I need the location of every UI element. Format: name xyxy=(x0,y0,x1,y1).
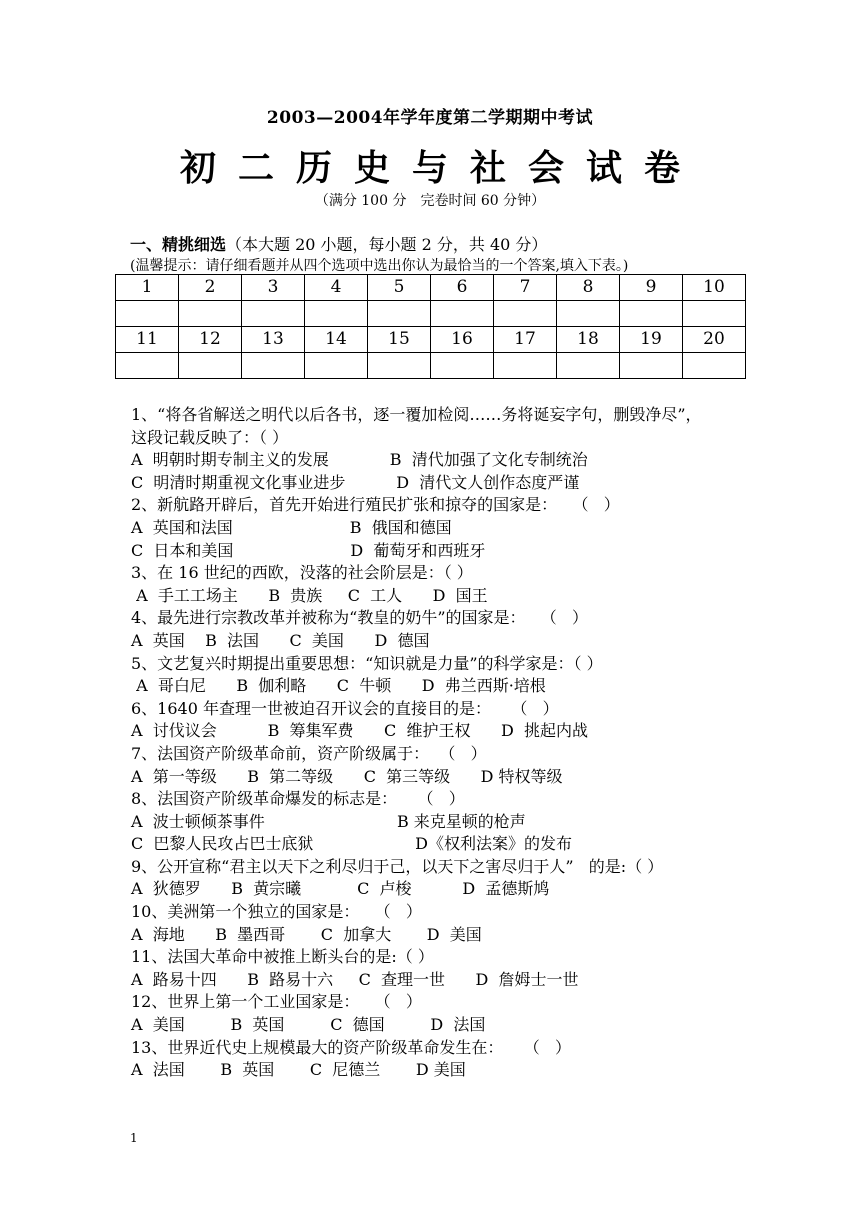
question-number-cell: 8 xyxy=(557,275,620,301)
question-number-cell: 10 xyxy=(683,275,746,301)
question-number-cell: 19 xyxy=(620,327,683,353)
section-title: 一、精挑细选 xyxy=(130,235,227,254)
question-line: 12、世界上第一个工业国家是： （ ） xyxy=(131,992,422,1012)
section-heading xyxy=(130,232,547,255)
question-line: A 狄德罗 B 黄宗曦 C 卢梭 D 孟德斯鸠 xyxy=(131,879,550,899)
question-line: 10、美洲第一个独立的国家是： （ ） xyxy=(131,902,422,922)
question-line: 8、法国资产阶级革命爆发的标志是： （ ） xyxy=(131,789,465,809)
question-line: A 海地 B 墨西哥 C 加拿大 D 美国 xyxy=(131,924,482,944)
question-line: 13、世界近代史上规模最大的资产阶级革命发生在： （ ） xyxy=(131,1037,571,1057)
answer-cell[interactable] xyxy=(179,353,242,379)
question-number-cell: 4 xyxy=(305,275,368,301)
question-number-cell: 16 xyxy=(431,327,494,353)
question-number-cell: 14 xyxy=(305,327,368,353)
answer-table-number-row xyxy=(116,275,746,301)
answer-cell[interactable] xyxy=(620,353,683,379)
question-line: A 英国和法国 B 俄国和德国 xyxy=(131,517,452,537)
question-line: A 波士顿倾茶事件 B 来克星顿的枪声 xyxy=(131,811,526,831)
question-number-cell: 5 xyxy=(368,275,431,301)
question-number-cell: 12 xyxy=(179,327,242,353)
question-line: A 讨伐议会 B 筹集军费 C 维护王权 D 挑起内战 xyxy=(131,721,588,741)
question-line: 这段记载反映了：（ ） xyxy=(131,427,289,447)
question-line: 6、1640 年查理一世被迫召开议会的直接目的是： （ ） xyxy=(131,698,559,718)
question-line: A 第一等级 B 第二等级 C 第三等级 D 特权等级 xyxy=(131,766,563,786)
answer-cell[interactable] xyxy=(683,301,746,327)
question-line: 2、新航路开辟后，首先开始进行殖民扩张和掠夺的国家是： （ ） xyxy=(131,495,620,515)
question-number-cell: 20 xyxy=(683,327,746,353)
question-number-cell: 3 xyxy=(242,275,305,301)
question-number-cell: 17 xyxy=(494,327,557,353)
question-number-cell: 9 xyxy=(620,275,683,301)
answer-cell[interactable] xyxy=(368,353,431,379)
answer-table-number-row xyxy=(116,327,746,353)
question-line: 1、“将各省解送之明代以后各书，逐一覆加检阅……务将诞妄字句，删毁净尽”， xyxy=(131,405,702,424)
question-line: 5、文艺复兴时期提出重要思想：“知识就是力量”的科学家是：（ ） xyxy=(131,653,603,673)
question-line: C 日本和美国 D 葡萄牙和西班牙 xyxy=(131,540,486,560)
question-line: C 巴黎人民攻占巴士底狱 D《权利法案》的发布 xyxy=(131,834,572,854)
question-list xyxy=(131,404,751,1082)
question-line: A 哥白尼 B 伽利略 C 牛顿 D 弗兰西斯·培根 xyxy=(131,676,546,696)
answer-table xyxy=(115,274,746,379)
answer-cell[interactable] xyxy=(116,301,179,327)
question-number-cell: 7 xyxy=(494,275,557,301)
question-line: A 美国 B 英国 C 德国 D 法国 xyxy=(131,1015,486,1035)
answer-cell[interactable] xyxy=(557,301,620,327)
question-number-cell: 18 xyxy=(557,327,620,353)
question-line: 11、法国大革命中被推上断头台的是:（ ） xyxy=(131,947,434,967)
page-number: 1 xyxy=(130,1131,138,1145)
paper-title: 初二历史与社会试卷 xyxy=(179,147,702,189)
question-number-cell: 11 xyxy=(116,327,179,353)
answer-table-blank-row xyxy=(116,301,746,327)
question-line: A 法国 B 英国 C 尼德兰 D 美国 xyxy=(131,1060,466,1080)
answer-cell[interactable] xyxy=(305,353,368,379)
question-line: 9、公开宣称“君主以天下之利尽归于己，以天下之害尽归于人” 的是:（ ） xyxy=(131,856,664,876)
question-number-cell: 2 xyxy=(179,275,242,301)
question-number-cell: 6 xyxy=(431,275,494,301)
question-line: 3、在 16 世纪的西欧，没落的社会阶层是：（ ） xyxy=(131,563,473,583)
question-line: 4、最先进行宗教改革并被称为“教皇的奶牛”的国家是： （ ） xyxy=(131,608,589,628)
answer-cell[interactable] xyxy=(557,353,620,379)
question-line: 7、法国资产阶级革命前，资产阶级属于： （ ） xyxy=(131,743,487,763)
question-number-cell: 1 xyxy=(116,275,179,301)
question-line: A 英国 B 法国 C 美国 D 德国 xyxy=(131,630,430,650)
answer-cell[interactable] xyxy=(242,353,305,379)
answer-cell[interactable] xyxy=(620,301,683,327)
exam-header-line: 2003—2004年学年度第二学期期中考试 xyxy=(266,108,594,128)
paper-subtitle: （满分 100 分 完卷时间 60 分钟） xyxy=(314,193,546,209)
answer-table-blank-row xyxy=(116,353,746,379)
answer-cell[interactable] xyxy=(116,353,179,379)
question-number-cell: 13 xyxy=(242,327,305,353)
section-hint: (温馨提示：请仔细看题并从四个选项中选出你认为最恰当的一个答案,填入下表。) xyxy=(130,258,629,274)
question-line: A 手工工场主 B 贵族 C 工人 D 国王 xyxy=(131,585,488,605)
answer-cell[interactable] xyxy=(494,353,557,379)
section-description: （本大题 20 小题，每小题 2 分，共 40 分） xyxy=(226,235,548,254)
question-line: A 路易十四 B 路易十六 C 查理一世 D 詹姆士一世 xyxy=(131,969,579,989)
answer-cell[interactable] xyxy=(494,301,557,327)
question-line: A 明朝时期专制主义的发展 B 清代加强了文化专制统治 xyxy=(131,450,588,470)
answer-cell[interactable] xyxy=(431,353,494,379)
question-line: C 明清时期重视文化事业进步 D 清代文人创作态度严谨 xyxy=(131,472,580,492)
answer-cell[interactable] xyxy=(431,301,494,327)
answer-cell[interactable] xyxy=(242,301,305,327)
question-number-cell: 15 xyxy=(368,327,431,353)
answer-cell[interactable] xyxy=(305,301,368,327)
answer-cell[interactable] xyxy=(179,301,242,327)
answer-cell[interactable] xyxy=(368,301,431,327)
answer-cell[interactable] xyxy=(683,353,746,379)
